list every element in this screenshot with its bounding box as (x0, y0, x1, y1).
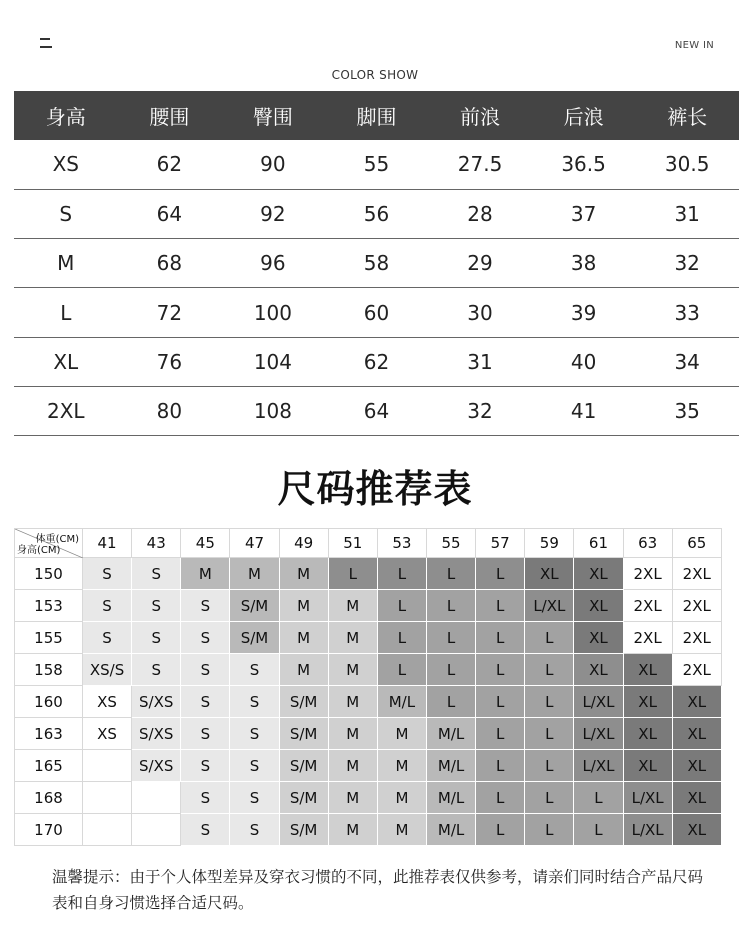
size-cell: XS (83, 686, 132, 718)
size-cell: S/M (279, 814, 328, 846)
table-cell: 41 (532, 386, 636, 435)
size-cell: M (279, 590, 328, 622)
size-cell: 2XL (672, 654, 721, 686)
size-cell: L (377, 622, 426, 654)
table-cell: 58 (325, 239, 429, 288)
size-cell: S (181, 686, 230, 718)
table-row (15, 686, 722, 718)
size-cell: S (83, 622, 132, 654)
size-cell: S/XS (132, 718, 181, 750)
table-cell: XS (14, 140, 118, 189)
weight-header: 59 (525, 529, 574, 558)
size-cell: M (279, 558, 328, 590)
size-cell: L/XL (525, 590, 574, 622)
size-cell: XL (623, 654, 672, 686)
size-cell: L (377, 558, 426, 590)
table-cell: 31 (635, 189, 739, 238)
table-row (15, 782, 722, 814)
table-cell: 33 (635, 288, 739, 337)
size-cell: XS/S (83, 654, 132, 686)
size-cell: L (476, 782, 525, 814)
size-cell: S (181, 590, 230, 622)
size-cell: S/XS (132, 686, 181, 718)
size-cell: S (230, 750, 279, 782)
size-cell: S/XS (132, 750, 181, 782)
table-cell: 56 (325, 189, 429, 238)
size-cell: S (230, 782, 279, 814)
height-header: 160 (15, 686, 83, 718)
size-cell: S/M (279, 686, 328, 718)
column-header: 前浪 (428, 91, 532, 140)
size-cell: S/M (279, 782, 328, 814)
size-cell: 2XL (672, 558, 721, 590)
size-cell: S (181, 814, 230, 846)
height-header: 150 (15, 558, 83, 590)
size-cell: S (230, 654, 279, 686)
weight-header: 63 (623, 529, 672, 558)
size-table (14, 91, 739, 436)
size-cell: L/XL (623, 782, 672, 814)
size-cell: S (83, 590, 132, 622)
table-row (15, 654, 722, 686)
weight-header: 51 (328, 529, 377, 558)
size-cell: L/XL (623, 814, 672, 846)
size-cell: L (525, 782, 574, 814)
size-cell: M (181, 558, 230, 590)
table-row (14, 140, 739, 189)
size-cell: L (426, 558, 475, 590)
size-cell: L (574, 814, 623, 846)
size-cell: S (181, 718, 230, 750)
size-cell: XS (83, 718, 132, 750)
size-cell: L (525, 750, 574, 782)
size-cell: XL (623, 750, 672, 782)
height-header: 165 (15, 750, 83, 782)
table-cell: 2XL (14, 386, 118, 435)
table-cell: M (14, 239, 118, 288)
table-cell: 64 (325, 386, 429, 435)
size-cell: M (377, 718, 426, 750)
size-cell: M (377, 814, 426, 846)
weight-header: 41 (83, 529, 132, 558)
size-cell: S (230, 686, 279, 718)
size-cell: 2XL (623, 558, 672, 590)
table-cell: 29 (428, 239, 532, 288)
tip-text: 温馨提示：由于个人体型差异及穿衣习惯的不同，此推荐表仅供参考，请亲们同时结合产品尺码表和自身习惯选择合适尺码。 (52, 868, 704, 912)
table-row (14, 386, 739, 435)
size-cell: L (377, 590, 426, 622)
size-cell: M (279, 622, 328, 654)
height-header: 170 (15, 814, 83, 846)
size-cell: L (426, 622, 475, 654)
size-cell: L (476, 686, 525, 718)
table-cell: 72 (118, 288, 222, 337)
table-row (15, 750, 722, 782)
table-cell: 37 (532, 189, 636, 238)
column-header: 臀围 (221, 91, 325, 140)
size-cell: S/M (230, 590, 279, 622)
table-cell: 92 (221, 189, 325, 238)
table-cell: 30.5 (635, 140, 739, 189)
table-row (15, 558, 722, 590)
table-cell: 32 (635, 239, 739, 288)
size-cell: M/L (426, 814, 475, 846)
size-cell: L (377, 654, 426, 686)
size-cell: L (476, 750, 525, 782)
size-cell: XL (574, 654, 623, 686)
size-cell: L (574, 782, 623, 814)
table-row (15, 718, 722, 750)
size-recommendation-table (14, 528, 722, 846)
table-cell: 35 (635, 386, 739, 435)
size-cell: L/XL (574, 718, 623, 750)
table-cell: 28 (428, 189, 532, 238)
size-cell: XL (574, 558, 623, 590)
size-cell: M (328, 622, 377, 654)
size-cell: L (328, 558, 377, 590)
table-row (15, 590, 722, 622)
size-cell: S/M (279, 718, 328, 750)
size-cell: L (476, 622, 525, 654)
table-row (15, 622, 722, 654)
table-row (15, 814, 722, 846)
table-cell: 108 (221, 386, 325, 435)
table-cell: 100 (221, 288, 325, 337)
table-row (14, 288, 739, 337)
size-cell: XL (525, 558, 574, 590)
column-header: 脚围 (325, 91, 429, 140)
table-row (14, 189, 739, 238)
height-header: 153 (15, 590, 83, 622)
table-cell: 40 (532, 337, 636, 386)
size-cell: L (476, 590, 525, 622)
size-cell: M (328, 686, 377, 718)
size-cell (132, 814, 181, 846)
table-cell: 27.5 (428, 140, 532, 189)
size-cell: L (525, 654, 574, 686)
size-cell: M (377, 782, 426, 814)
size-cell: XL (672, 686, 721, 718)
table-cell: 32 (428, 386, 532, 435)
table-cell: 68 (118, 239, 222, 288)
size-cell: M/L (426, 782, 475, 814)
size-cell: M (328, 654, 377, 686)
table-cell: 80 (118, 386, 222, 435)
size-cell: 2XL (623, 590, 672, 622)
table-row (14, 337, 739, 386)
table-cell: 55 (325, 140, 429, 189)
size-cell: XL (672, 782, 721, 814)
column-header: 身高 (14, 91, 118, 140)
table-cell: 31 (428, 337, 532, 386)
size-cell (83, 750, 132, 782)
size-cell: 2XL (672, 622, 721, 654)
size-cell: S (132, 590, 181, 622)
weight-header: 49 (279, 529, 328, 558)
size-cell: 2XL (672, 590, 721, 622)
table-cell: 60 (325, 288, 429, 337)
weight-header: 47 (230, 529, 279, 558)
height-header: 155 (15, 622, 83, 654)
size-cell: L/XL (574, 686, 623, 718)
size-cell: XL (672, 750, 721, 782)
size-cell: M (328, 750, 377, 782)
table-cell: L (14, 288, 118, 337)
size-cell: M (328, 718, 377, 750)
size-cell: 2XL (623, 622, 672, 654)
size-cell: L (525, 718, 574, 750)
height-header: 158 (15, 654, 83, 686)
weight-header: 53 (377, 529, 426, 558)
weight-header: 61 (574, 529, 623, 558)
size-cell: L (525, 686, 574, 718)
size-cell: L (476, 814, 525, 846)
column-header: 裤长 (635, 91, 739, 140)
size-cell: M/L (426, 750, 475, 782)
weight-header: 57 (476, 529, 525, 558)
size-cell: L (426, 590, 475, 622)
size-cell: S (230, 814, 279, 846)
table-cell: 64 (118, 189, 222, 238)
size-cell: S (132, 654, 181, 686)
size-cell: XL (623, 686, 672, 718)
size-cell: L (476, 654, 525, 686)
table-cell: 62 (118, 140, 222, 189)
column-header: 后浪 (532, 91, 636, 140)
size-cell: XL (672, 814, 721, 846)
table-cell: XL (14, 337, 118, 386)
size-cell: M (328, 782, 377, 814)
size-cell: S (132, 558, 181, 590)
weight-header: 45 (181, 529, 230, 558)
new-in-link[interactable]: NEW IN (674, 40, 714, 51)
size-cell (132, 782, 181, 814)
weight-axis-label: 体重(CM) (35, 534, 79, 545)
weight-header: 55 (426, 529, 475, 558)
size-cell: XL (623, 718, 672, 750)
size-cell: S (181, 750, 230, 782)
size-cell: M (279, 654, 328, 686)
recommend-title: 尺码推荐表 (277, 467, 473, 511)
weight-header: 65 (672, 529, 721, 558)
size-cell: M (230, 558, 279, 590)
size-cell: S (83, 558, 132, 590)
size-cell: M/L (377, 686, 426, 718)
size-cell: M (328, 590, 377, 622)
table-cell: 90 (221, 140, 325, 189)
size-cell: M (328, 814, 377, 846)
size-cell: S (181, 622, 230, 654)
table-cell: S (14, 189, 118, 238)
size-cell: XL (574, 622, 623, 654)
size-cell: L/XL (574, 750, 623, 782)
size-cell: L (426, 686, 475, 718)
size-cell: L (476, 558, 525, 590)
size-cell: S (132, 622, 181, 654)
size-cell: L (476, 718, 525, 750)
table-cell: 96 (221, 239, 325, 288)
size-cell: S (181, 654, 230, 686)
table-cell: 39 (532, 288, 636, 337)
table-corner (15, 529, 83, 558)
table-cell: 38 (532, 239, 636, 288)
size-cell: S/M (230, 622, 279, 654)
table-cell: 34 (635, 337, 739, 386)
color-show-label: COLOR SHOW (331, 68, 419, 82)
height-axis-label: 身高(CM) (17, 545, 61, 556)
size-cell (83, 782, 132, 814)
table-cell: 62 (325, 337, 429, 386)
weight-header: 43 (132, 529, 181, 558)
size-cell: S/M (279, 750, 328, 782)
size-cell (83, 814, 132, 846)
size-cell: L (426, 654, 475, 686)
size-cell: L (525, 622, 574, 654)
table-row (14, 239, 739, 288)
size-cell: M/L (426, 718, 475, 750)
table-cell: 30 (428, 288, 532, 337)
size-cell: L (525, 814, 574, 846)
size-cell: XL (574, 590, 623, 622)
height-header: 168 (15, 782, 83, 814)
table-cell: 36.5 (532, 140, 636, 189)
size-cell: S (230, 718, 279, 750)
table-cell: 76 (118, 337, 222, 386)
size-cell: M (377, 750, 426, 782)
size-cell: S (181, 782, 230, 814)
menu-icon[interactable] (40, 38, 52, 48)
column-header: 腰围 (118, 91, 222, 140)
size-cell: XL (672, 718, 721, 750)
height-header: 163 (15, 718, 83, 750)
table-cell: 104 (221, 337, 325, 386)
